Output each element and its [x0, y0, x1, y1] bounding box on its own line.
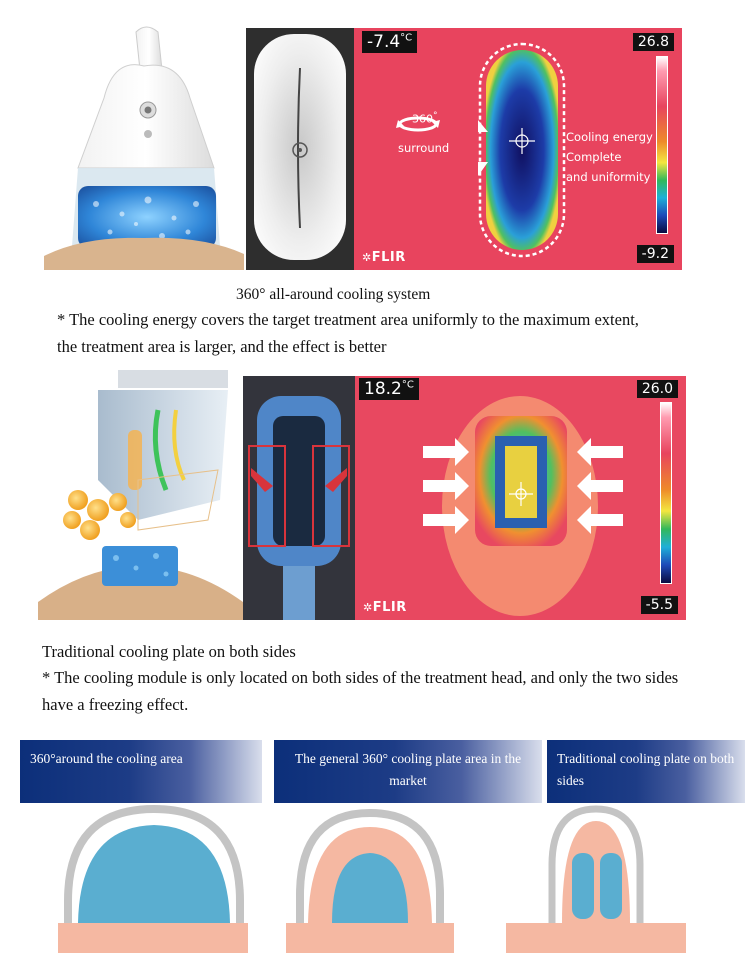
arrow-icon-left-group [423, 438, 469, 534]
applicator-two-side-photo [38, 370, 243, 620]
scale-max-label: 26.8 [633, 33, 674, 51]
caption-body-two-side: * The cooling module is only located on both sides of the treatment head, and only the two sides have a freezing effect. [42, 668, 679, 714]
diagram-360-coverage [58, 805, 248, 953]
scale-min-label: -9.2 [637, 245, 674, 263]
diagram-two-side-coverage [506, 805, 686, 953]
thermal-image-two-side [355, 376, 686, 620]
flir-logo: ✲FLIR [362, 250, 406, 265]
cooling-annotation: Cooling energy Complete and uniformity [566, 130, 653, 184]
temperature-reading-2: $18.2^{^\circ C}$ [359, 378, 419, 400]
two-plate-cup-photo [243, 376, 355, 620]
cup-interior-photo [246, 28, 354, 270]
banner-traditional-label: Traditional cooling plate on both sides [547, 740, 745, 803]
caption-title-360: 360° all-around cooling system [236, 286, 431, 303]
applicator-360-photo [44, 18, 244, 270]
scale-min-label-2: -5.5 [641, 596, 678, 614]
caption-title-two-side: Traditional cooling plate on both sides [42, 642, 296, 661]
temperature-scale-bar-2 [660, 402, 672, 584]
rotate-surround-label: surround [398, 141, 450, 155]
diagram-general-coverage [286, 805, 454, 953]
flir-logo-2: ✲FLIR [363, 600, 407, 615]
thermal-image-360 [354, 28, 682, 270]
temperature-scale-bar [656, 56, 668, 234]
arrow-icon-right-group [577, 438, 623, 534]
rotate-degrees-label: 360° [412, 110, 438, 126]
scale-max-label-2: 26.0 [637, 380, 678, 398]
banner-360-label: 360°around the cooling area [20, 740, 262, 803]
temperature-reading: $-7.4^{^\circ C}$ [362, 31, 417, 53]
caption-body-360: * The cooling energy covers the target treatment area uniformly to the maximum extent, the treatment area is larger, and the effect is better [57, 310, 639, 356]
banner-general-label: The general 360° cooling plate area in the market [274, 740, 542, 803]
